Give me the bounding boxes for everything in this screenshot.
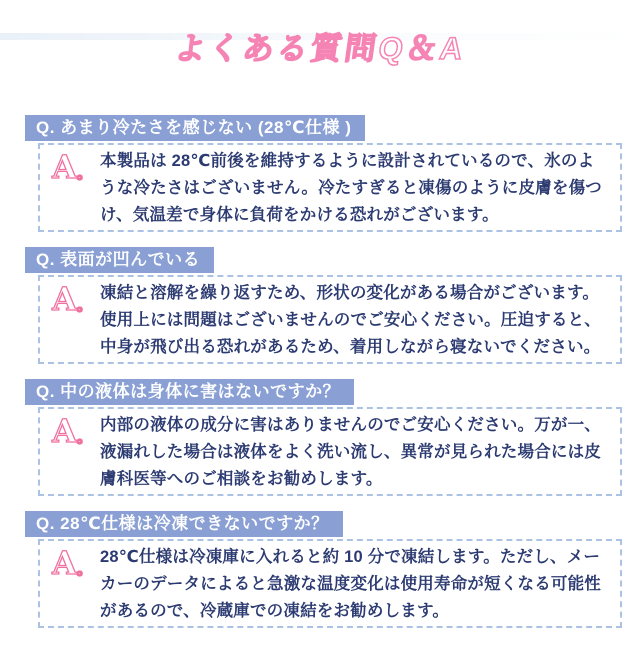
question-text: Q. 28℃仕様は冷凍できないですか？ — [36, 514, 329, 533]
answer-a-period: 。 — [76, 560, 92, 578]
answer-a-icon — [52, 147, 92, 190]
question-bar — [25, 379, 354, 405]
answer-a-icon — [52, 543, 92, 586]
answer-a-letter: A — [52, 412, 77, 450]
question-bar — [25, 115, 365, 141]
faq-section-1 — [25, 115, 622, 232]
answer-text: 凍結と溶解を繰り返すため、形状の変化がある場合がございます。使用上には問題はございませんのでご安心ください。圧迫すると、中身が飛び出る恐れがあるため、着用しながら寝ないでください。 — [100, 284, 601, 356]
faq-list — [25, 115, 622, 628]
question-bar — [25, 247, 214, 273]
answer-a-period: 。 — [76, 428, 92, 446]
faq-section-3 — [25, 379, 622, 496]
faq-section-2 — [25, 247, 622, 364]
answer-a-period: 。 — [76, 296, 92, 314]
page-title: よくある質問Q＆A — [172, 31, 468, 66]
answer-a-icon — [52, 411, 92, 454]
question-text: Q. 表面が凹んでいる — [36, 250, 201, 269]
question-text: Q. 中の液体は身体に害はないですか？ — [36, 382, 341, 401]
answer-text: 本製品は 28℃前後を維持するように設計されているので、氷のような冷たさはございません。冷たすぎると凍傷のように皮膚を傷つけ、気温差で身体に負荷をかける恐れがございます。 — [100, 152, 602, 224]
answer-a-letter: A — [52, 544, 77, 582]
answer-a-period: 。 — [76, 164, 92, 182]
question-text: Q. あまり冷たさを感じない (28℃仕様 ) — [36, 118, 352, 137]
question-bar — [25, 511, 343, 537]
answer-box — [38, 143, 622, 232]
answer-a-icon — [52, 279, 92, 322]
answer-box — [38, 539, 622, 628]
answer-box — [38, 407, 622, 496]
faq-section-4 — [25, 511, 622, 628]
answer-box — [38, 275, 622, 364]
answer-text: 28℃仕様は冷凍庫に入れると約 10 分で凍結します。ただし、メーカーのデータによると急激な温度変化は使用寿命が短くなる可能性があるので、冷蔵庫での凍結をお勧めします。 — [100, 548, 601, 620]
answer-text: 内部の液体の成分に害はありませんのでご安心ください。万が一、液漏れした場合は液体をよく洗い流し、異常が見られた場合には皮膚科医等へのご相談をお勧めします。 — [100, 416, 601, 488]
answer-a-letter: A — [52, 148, 77, 186]
answer-a-letter: A — [52, 280, 77, 318]
